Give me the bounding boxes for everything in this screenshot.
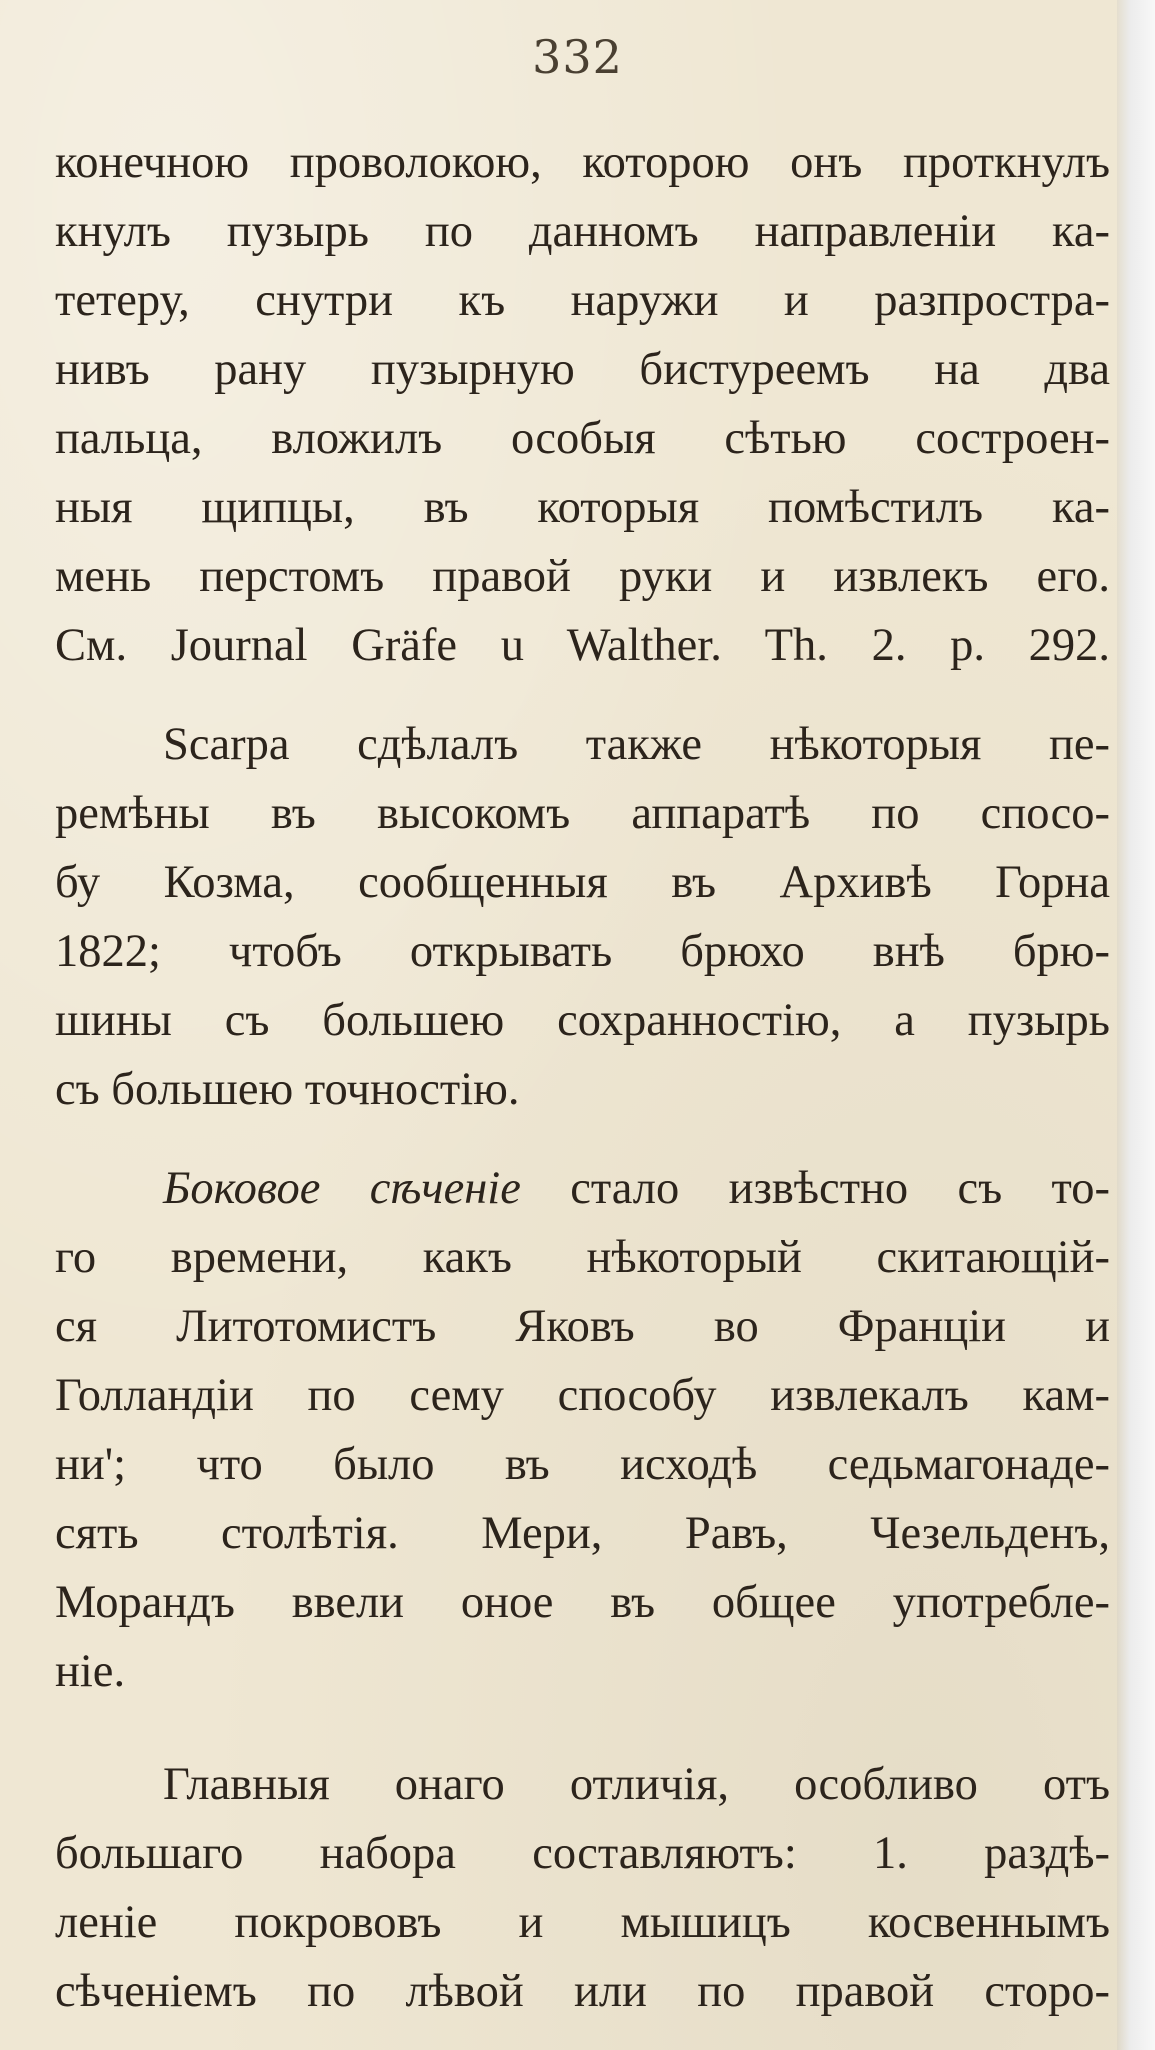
text-line: нивъ рану пузырную бистуреемъ на два xyxy=(55,344,1110,395)
text-line: мень перстомъ правой руки и извлекъ его. xyxy=(55,551,1110,602)
text-line: ся Литотомистъ Яковъ во Франціи и xyxy=(55,1301,1110,1352)
text-line: сять столѣтія. Мери, Равъ, Чезельденъ, xyxy=(55,1508,1110,1559)
text-line: бу Козма, сообщенныя въ Архивѣ Горна xyxy=(55,857,1110,908)
text-line: тетеру, снутри къ наружи и разпростра- xyxy=(55,275,1110,326)
body-text xyxy=(55,128,1110,2026)
text-line: леніе покрововъ и мышицъ косвеннымъ xyxy=(55,1897,1110,1948)
italic-term: Боковое сѣченіе xyxy=(163,1163,521,1214)
text-line: съ большею точностію. xyxy=(55,1064,520,1115)
text-line: ніе. xyxy=(55,1646,126,1697)
text-line: пальца, вложилъ особыя сѣтью состроен- xyxy=(55,413,1110,464)
text-line: Голландіи по сему способу извлекалъ кам- xyxy=(55,1370,1110,1421)
text-line: Морандъ ввели оное въ общее употребле- xyxy=(55,1577,1110,1628)
text-line: кнулъ пузырь по данномъ направленіи ка- xyxy=(55,206,1110,257)
text-line: большаго набора составляютъ: 1. раздѣ- xyxy=(55,1828,1110,1879)
text-fragment: стало извѣстно съ то- xyxy=(520,1163,1110,1214)
text-line: го времени, какъ нѣкоторый скитающій- xyxy=(55,1232,1110,1283)
text-line: ни'; что было въ исходѣ седьмагонаде- xyxy=(55,1439,1110,1490)
text-line: сѣченіемъ по лѣвой или по правой сторо- xyxy=(55,1966,1110,2017)
page-edge xyxy=(1117,0,1155,2050)
text-line: ныя щипцы, въ которыя помѣстилъ ка- xyxy=(55,482,1110,533)
text-line: ремѣны въ высокомъ аппаратѣ по спосо- xyxy=(55,788,1110,839)
text-line: конечною проволокою, которою онъ проткнулъ xyxy=(55,137,1110,188)
text-line xyxy=(55,1154,1110,1223)
paragraph-gap xyxy=(55,1124,1110,1154)
paragraph-gap xyxy=(55,1706,1110,1750)
text-line: Scarpa сдѣлалъ также нѣкоторыя пе- xyxy=(163,719,1110,770)
paragraph-gap xyxy=(55,680,1110,710)
text-line: 1822; чтобъ открывать брюхо внѣ брю- xyxy=(55,926,1110,977)
page-number: 332 xyxy=(532,30,623,84)
text-line: шины съ большею сохранностію, а пузырь xyxy=(55,995,1110,1046)
text-line: См. Journal Gräfe u Walther. Th. 2. p. 292. xyxy=(55,620,1110,671)
text-line: Главныя онаго отличія, особливо отъ xyxy=(163,1759,1110,1810)
